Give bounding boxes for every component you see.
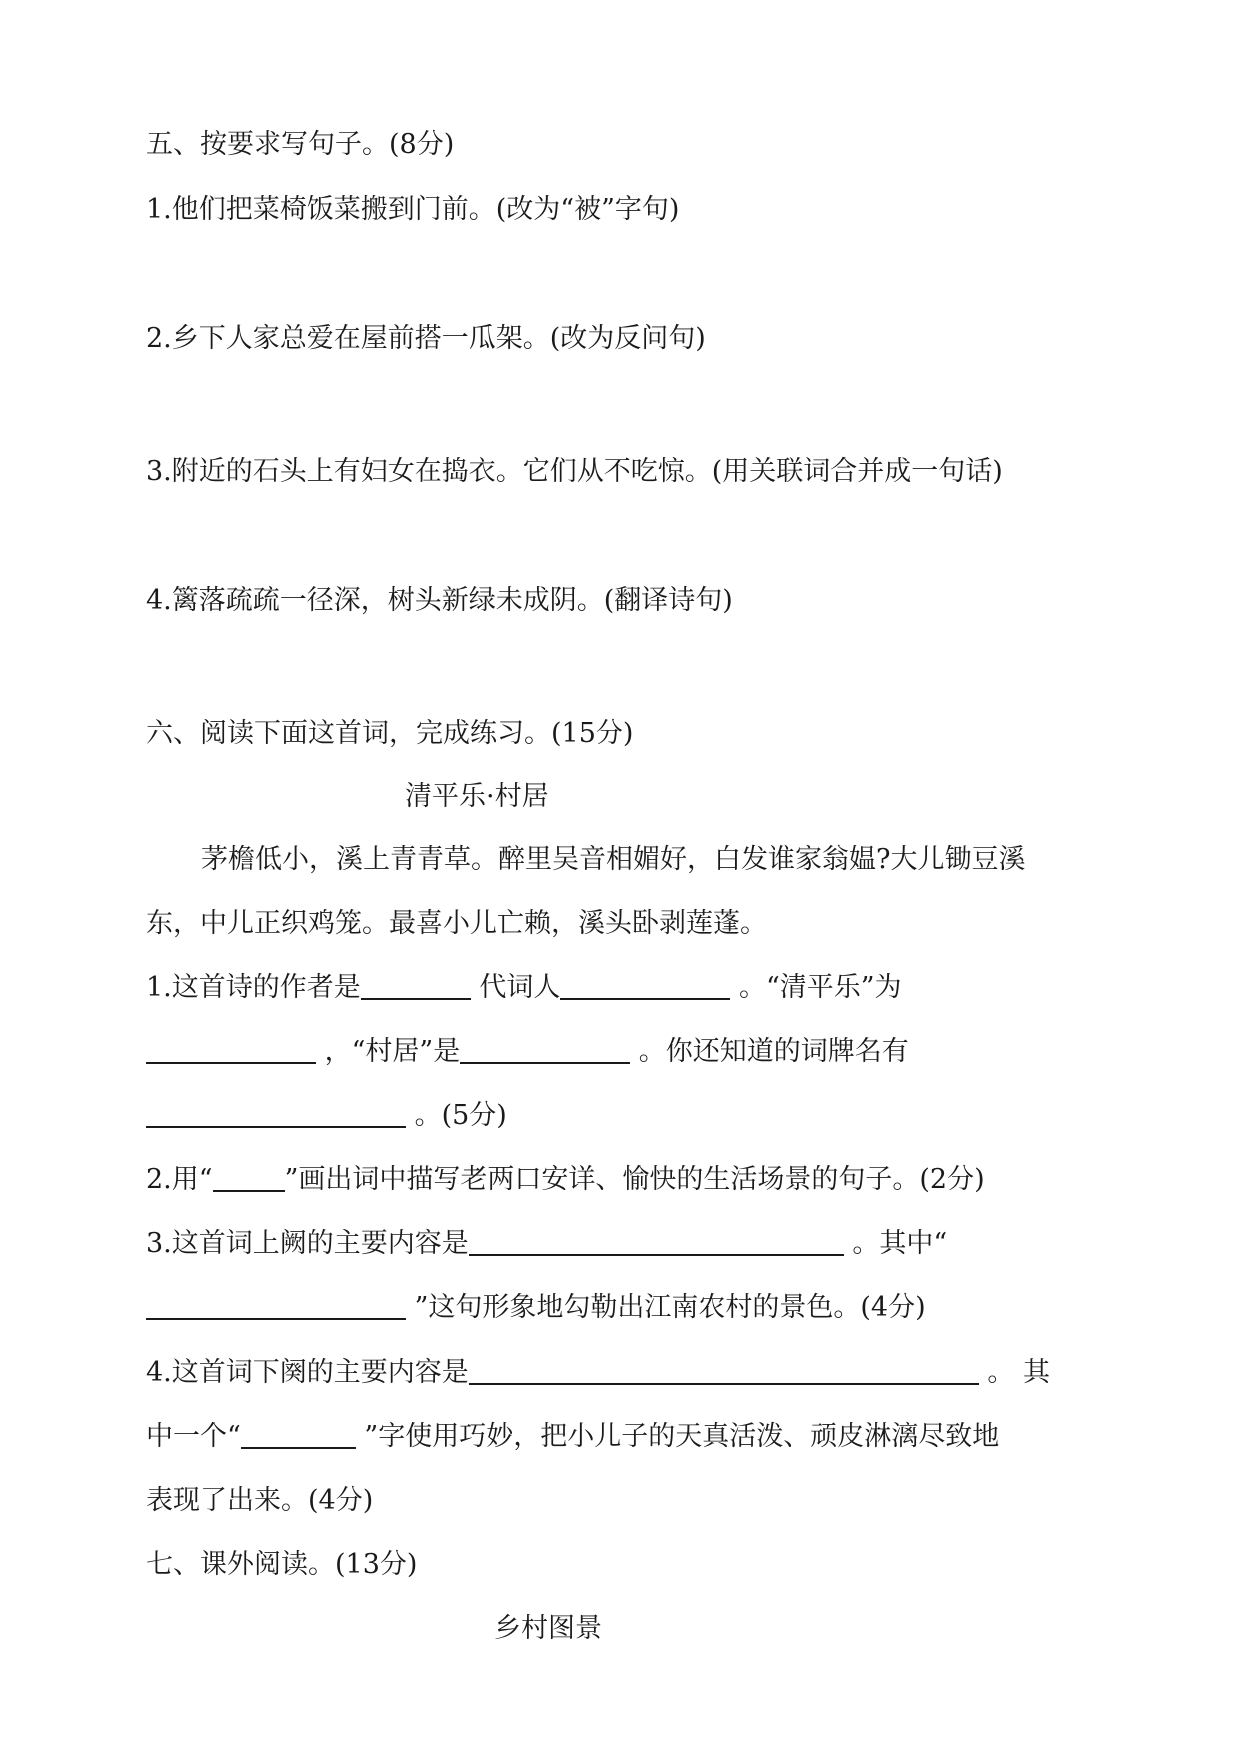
poem-title: 清平乐·村居: [405, 781, 549, 812]
article-title: 乡村图景: [494, 1613, 602, 1644]
question-6-4-line-1: 4.这首词下阕的主要内容是 。 其: [146, 1357, 1050, 1388]
answer-blank[interactable]: [469, 1228, 844, 1256]
poem-line-2: 东，中儿正织鸡笼。最喜小儿亡赖，溪头卧剥莲蓬。: [146, 908, 767, 939]
poem-line-1: 茅檐低小，溪上青青草。醉里吴音相媚好，白发谁家翁媪?大儿锄豆溪: [201, 844, 1026, 875]
question-6-2: 2.用“ ”画出词中描写老两口安详、愉快的生活场景的句子。(2分): [146, 1164, 985, 1195]
answer-blank[interactable]: [146, 1292, 406, 1320]
question-5-4: 4.篱落疏疏一径深，树头新绿未成阴。(翻译诗句): [146, 585, 733, 616]
section-5-heading: 五、按要求写句子。(8分): [146, 129, 455, 160]
answer-blank[interactable]: [146, 1036, 316, 1064]
section-6-heading: 六、阅读下面这首词，完成练习。(15分): [146, 718, 634, 749]
question-6-3-line-1: 3.这首词上阙的主要内容是 。其中“: [146, 1228, 948, 1259]
answer-blank[interactable]: [146, 1100, 406, 1128]
answer-blank[interactable]: [213, 1164, 285, 1192]
answer-blank[interactable]: [560, 972, 730, 1000]
question-5-1: 1.他们把菜椅饭菜搬到门前。(改为“被”字句): [146, 194, 680, 225]
section-7-heading: 七、课外阅读。(13分): [146, 1549, 418, 1580]
question-6-1-line-1: 1.这首诗的作者是 代词人 。“清平乐”为: [146, 972, 902, 1003]
answer-blank[interactable]: [469, 1357, 979, 1385]
answer-blank[interactable]: [241, 1421, 356, 1449]
question-6-1-line-2: ，“村居”是 。你还知道的词牌名有: [146, 1035, 909, 1069]
question-6-1-line-3: 。(5分): [146, 1099, 507, 1133]
answer-blank[interactable]: [460, 1036, 630, 1064]
question-5-3: 3.附近的石头上有妇女在捣衣。它们从不吃惊。(用关联词合并成一句话): [146, 456, 1003, 487]
question-6-4-line-3: 表现了出来。(4分): [146, 1485, 374, 1516]
question-6-3-line-2: ”这句形象地勾勒出江南农村的景色。(4分): [146, 1291, 926, 1325]
answer-blank[interactable]: [361, 972, 471, 1000]
question-5-2: 2.乡下人家总爱在屋前搭一瓜架。(改为反问句): [146, 323, 706, 354]
question-6-4-line-2: 中一个“ ”字使用巧妙，把小儿子的天真活泼、顽皮淋漓尽致地: [146, 1421, 1000, 1452]
